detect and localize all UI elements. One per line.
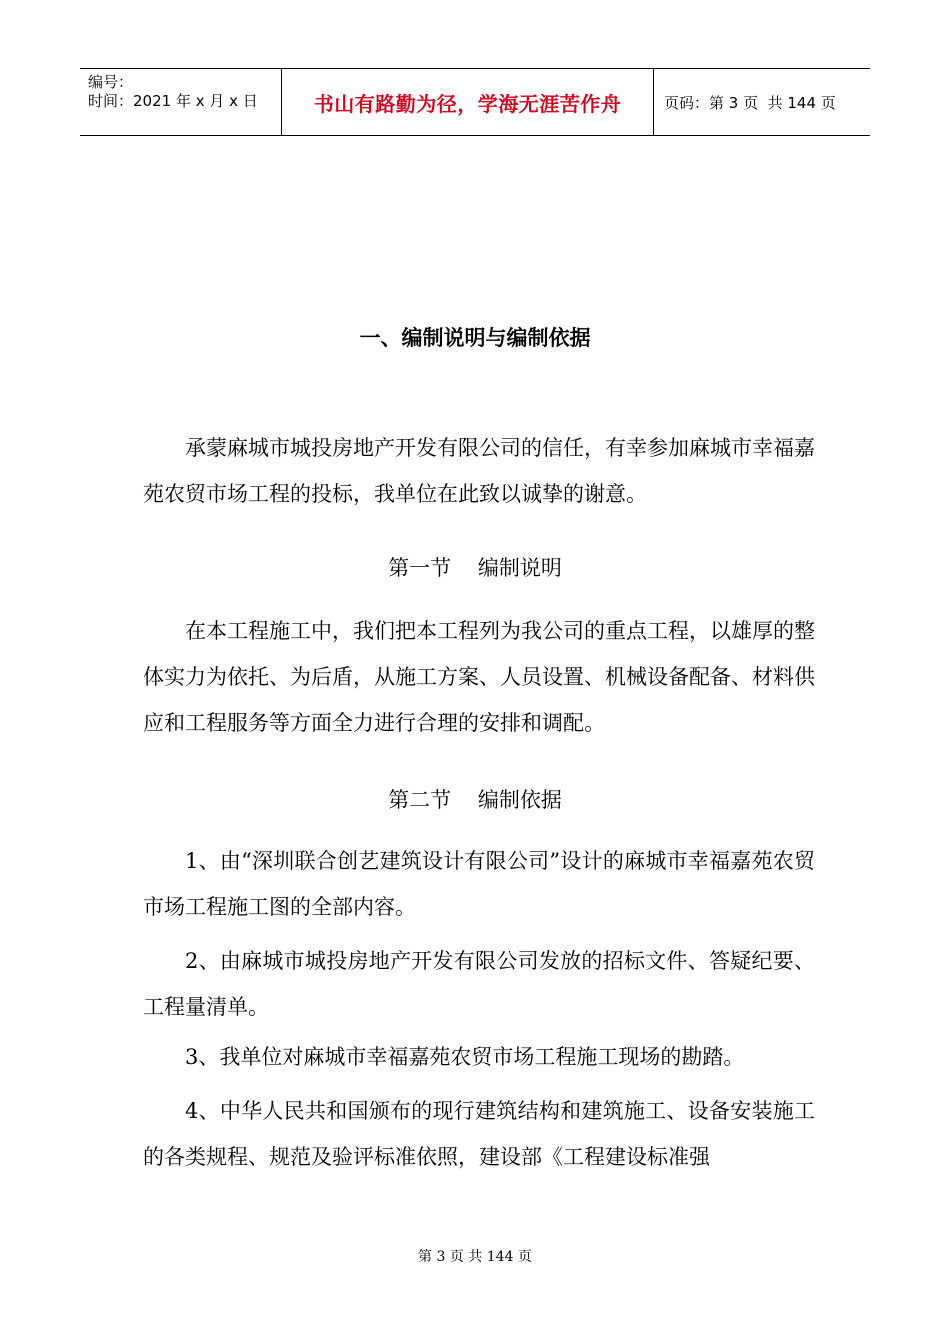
page-footer: 第 3 页 共 144 页	[418, 1249, 532, 1265]
basis-item-2: 2、由麻城市城投房地产开发有限公司发放的招标文件、答疑纪要、工程量清单。	[143, 949, 815, 1019]
basis-item-1: 1、由“深圳联合创艺建筑设计有限公司”设计的麻城市幸福嘉苑农贸市场工程施工图的全部内容。	[143, 849, 815, 919]
document-date-label: 时间：2021 年 x 月 x 日	[88, 92, 258, 110]
page-header	[80, 68, 870, 136]
header-page-info	[654, 69, 870, 135]
document-number-label: 编号：	[88, 73, 134, 91]
header-motto: 书山有路勤为径，学海无涯苦作舟	[282, 69, 654, 135]
section1-paragraph: 在本工程施工中，我们把本工程列为我公司的重点工程，以雄厚的整体实力为依托、为后盾，从施工方案、人员设置、机械设备配备、材料供应和工程服务等方面全力进行合理的安排和调配。	[143, 619, 815, 735]
basis-item-4: 4、中华人民共和国颁布的现行建筑结构和建筑施工、设备安装施工的各类规程、规范及验评标准依照，建设部《工程建设标准强	[143, 1099, 815, 1169]
intro-paragraph: 承蒙麻城市城投房地产开发有限公司的信任，有幸参加麻城市幸福嘉苑农贸市场工程的投标，我单位在此致以诚挚的谢意。	[143, 436, 815, 506]
header-meta	[80, 69, 282, 135]
section-heading-2: 第二节 编制依据	[388, 788, 562, 812]
section-heading-1: 第一节 编制说明	[388, 556, 562, 580]
document-title: 一、编制说明与编制依据	[359, 326, 591, 350]
header-page-number: 页码：第 3 页 共 144 页	[664, 93, 836, 112]
basis-item-3: 3、我单位对麻城市幸福嘉苑农贸市场工程施工现场的勘踏。	[185, 1045, 745, 1069]
